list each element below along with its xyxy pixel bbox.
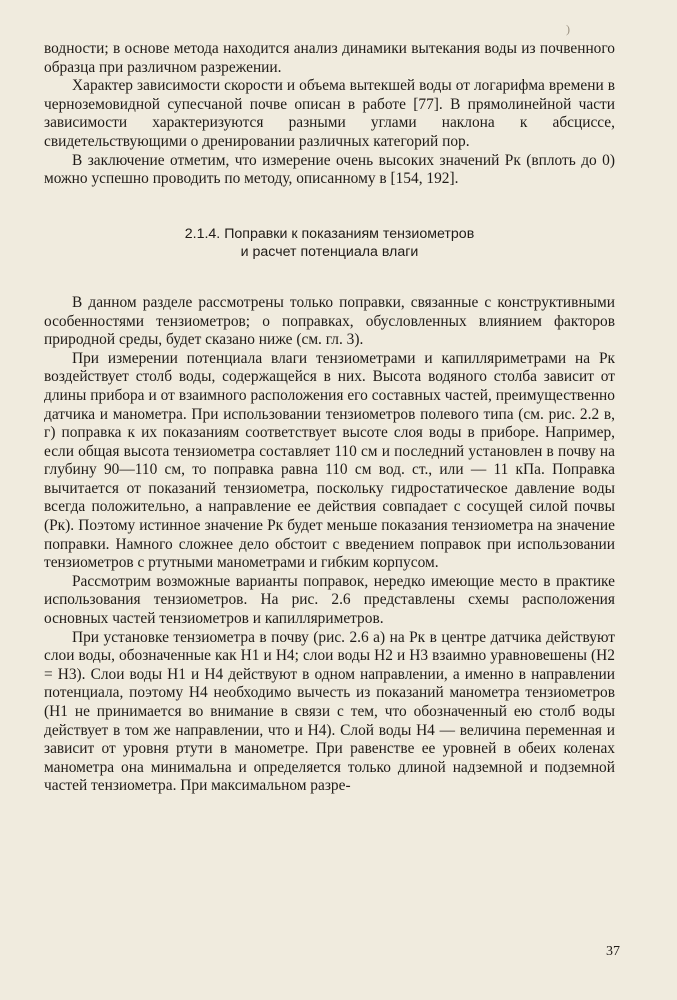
paragraph: При измерении потенциала влаги тензиометрами и капилляриметрами на Pк воздействует столб воды, содержащейся в них. Высота водяного столба зависит от длины прибора и от взаимного расположения его составных частей, преимущественно датчика и манометра. При использовании тензиометров полевого типа (см. рис. 2.2 в, г) поправка к их показаниям соответствует высоте слоя воды в приборе. Например, если общая высота тензиометра составляет 110 см и последний установлен в почву на глубину 90—110 см, то поправка равна 110 см вод. ст., или — 11 кПа. Поправка вычитается от показаний тензиометра, поскольку гидростатическое давление воды всегда положительно, а направление ее действия совпадает с сосущей силой почвы (Pк). Поэтому истинное значение Pк будет меньше показания тензиометра на значение поправки. Намного сложнее дело обстоит с введением поправок при использовании тензиометров с ртутными манометрами и гибким корпусом. — [44, 349, 615, 572]
section-heading-line1: 2.1.4. Поправки к показаниям тензиометров — [184, 225, 475, 242]
paragraph: В данном разделе рассмотрены только поправки, связанные с конструктивными особенностями тензиометров; о поправках, обусловленных влиянием факторов природной среды, будет сказано ниже (см. гл. 3). — [44, 293, 615, 349]
margin-mark: ) — [566, 22, 570, 36]
page-number: 37 — [606, 944, 620, 959]
section-heading — [44, 225, 615, 262]
paragraph: Рассмотрим возможные варианты поправок, нередко имеющие место в практике использования тензиометров. На рис. 2.6 представлены схемы расположения основных частей тензиометров и капилляриметров. — [44, 572, 615, 628]
text-column — [44, 40, 615, 796]
section-heading-line2: и расчет потенциала влаги — [240, 244, 419, 261]
paragraph: Характер зависимости скорости и объема вытекшей воды от логарифма времени в черноземовидной супесчаной почве описан в работе [77]. В прямолинейной части зависимости характеризуются разными углами наклона к абсциссе, свидетельствующими о дренировании различных категорий пор. — [44, 77, 615, 150]
paragraph: В заключение отметим, что измерение очень высоких значений Pк (вплоть до 0) можно успешно проводить по методу, описанному в [154, 192]. — [44, 151, 615, 188]
paragraph: При установке тензиометра в почву (рис. 2.6 а) на Pк в центре датчика действуют слои воды, обозначенные как H1 и H4; слои воды H2 и H3 взаимно уравновешены (H2 = H3). Слои воды H1 и H4 действуют в одном направлении, а именно в направлении потенциала, поэтому H4 необходимо вычесть из показаний манометра тензиометров (H1 не принимается во внимание в связи с тем, что обозначенный ею столб воды действует в том же направлении, что и H4). Слой воды H4 — величина переменная и зависит от уровня ртути в манометре. При равенстве ее уровней в обеих коленах манометра она минимальна и определяется только длиной надземной и подземной частей тензиометра. При максимальном разре- — [44, 628, 615, 795]
paragraph-continuation: водности; в основе метода находится анализ динамики вытекания воды из почвенного образца при различном разрежении. — [44, 40, 615, 76]
